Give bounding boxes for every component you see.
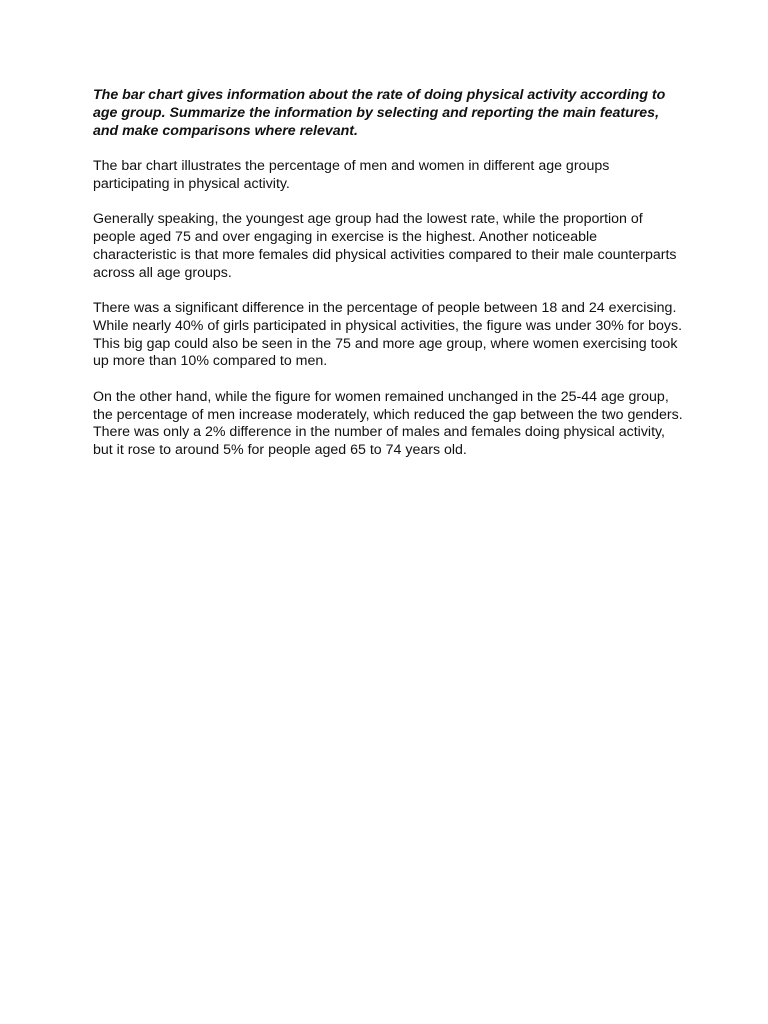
paragraph-body-2: On the other hand, while the figure for women remained unchanged in the 25-44 age group, the percentage of men increase moderately, which reduced the gap between the two genders. There was only a 2% difference in the number of males and females doing physical activity, but it rose to around 5% for people aged 65 to 74 years old. bbox=[93, 388, 683, 459]
paragraph-overview: Generally speaking, the youngest age group had the lowest rate, while the proportion of people aged 75 and over engaging in exercise is the highest. Another noticeable characteristic is that more females did physical activities compared to their male counterparts across all age groups. bbox=[93, 211, 677, 281]
task-prompt: The bar chart gives information about the rate of doing physical activity according to age group. Summarize the information by selecting and reporting the main features, and make comparisons where relevant. bbox=[93, 87, 666, 139]
document-page bbox=[93, 87, 683, 478]
paragraph-introduction: The bar chart illustrates the percentage of men and women in different age groups participating in physical activity. bbox=[93, 157, 610, 192]
paragraph-body-1: There was a significant difference in the percentage of people between 18 and 24 exercising. While nearly 40% of girls participated in physical activities, the figure was under 30% for boys. This big gap could also be seen in the 75 and more age group, where women exercising took up more than 10% compared to men. bbox=[93, 299, 683, 370]
